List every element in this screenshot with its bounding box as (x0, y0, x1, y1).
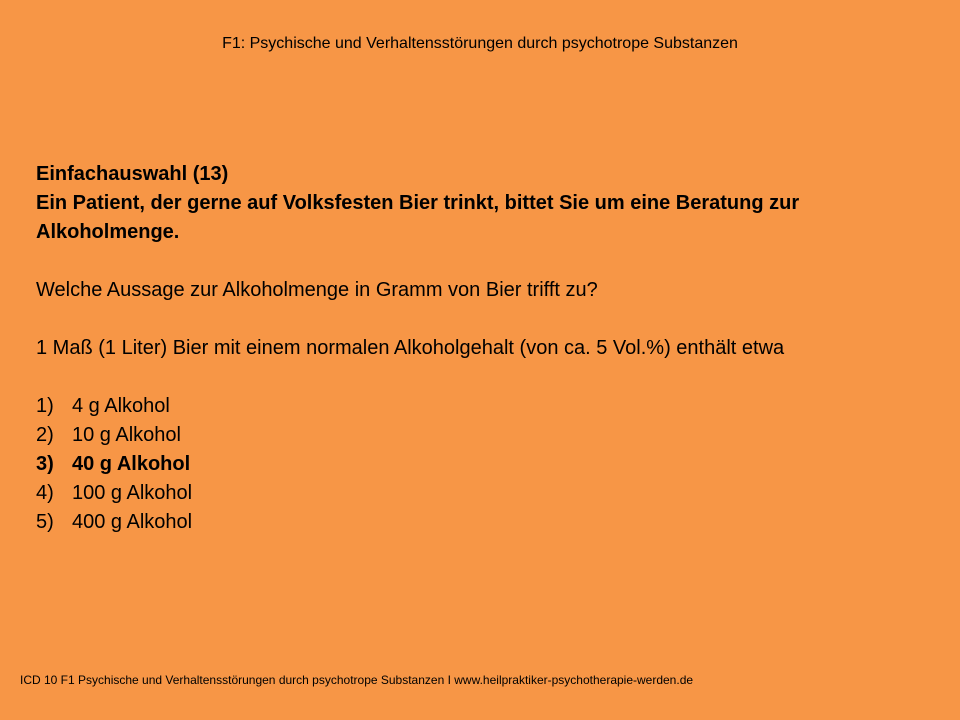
question-statement: 1 Maß (1 Liter) Bier mit einem normalen Alkoholgehalt (von ca. 5 Vol.%) enthält etwa (36, 337, 785, 359)
answer-option-number: 5) (36, 511, 54, 533)
answer-options-list (36, 392, 916, 537)
slide-footer: ICD 10 F1 Psychische und Verhaltensstörungen durch psychotrope Substanzen I www.heilpraktiker-psychotherapie-werden.de (20, 673, 694, 687)
question-scenario: Ein Patient, der gerne auf Volksfesten Bier trinkt, bittet Sie um eine Beratung zur Alkoholmenge. (36, 192, 800, 243)
answer-option-3-correct (36, 450, 916, 479)
question-prompt: Welche Aussage zur Alkoholmenge in Gramm von Bier trifft zu? (36, 279, 598, 301)
answer-option-5 (36, 508, 916, 537)
answer-option-2 (36, 421, 916, 450)
question-type-label: Einfachauswahl (13) (36, 163, 229, 185)
answer-option-1 (36, 392, 916, 421)
spacer (36, 305, 916, 334)
slide-header-title: F1: Psychische und Verhaltensstörungen durch psychotrope Substanzen (222, 35, 738, 52)
answer-option-number: 4) (36, 482, 54, 504)
question-content (36, 160, 916, 537)
spacer (36, 363, 916, 392)
answer-option-text: 100 g Alkohol (72, 482, 193, 504)
answer-option-text: 10 g Alkohol (72, 424, 181, 446)
answer-option-number: 2) (36, 424, 54, 446)
answer-option-text: 40 g Alkohol (72, 453, 191, 475)
answer-option-text: 400 g Alkohol (72, 511, 193, 533)
answer-option-4 (36, 479, 916, 508)
spacer (36, 247, 916, 276)
answer-option-number: 3) (36, 453, 54, 475)
answer-option-number: 1) (36, 395, 54, 417)
answer-option-text: 4 g Alkohol (72, 395, 170, 417)
